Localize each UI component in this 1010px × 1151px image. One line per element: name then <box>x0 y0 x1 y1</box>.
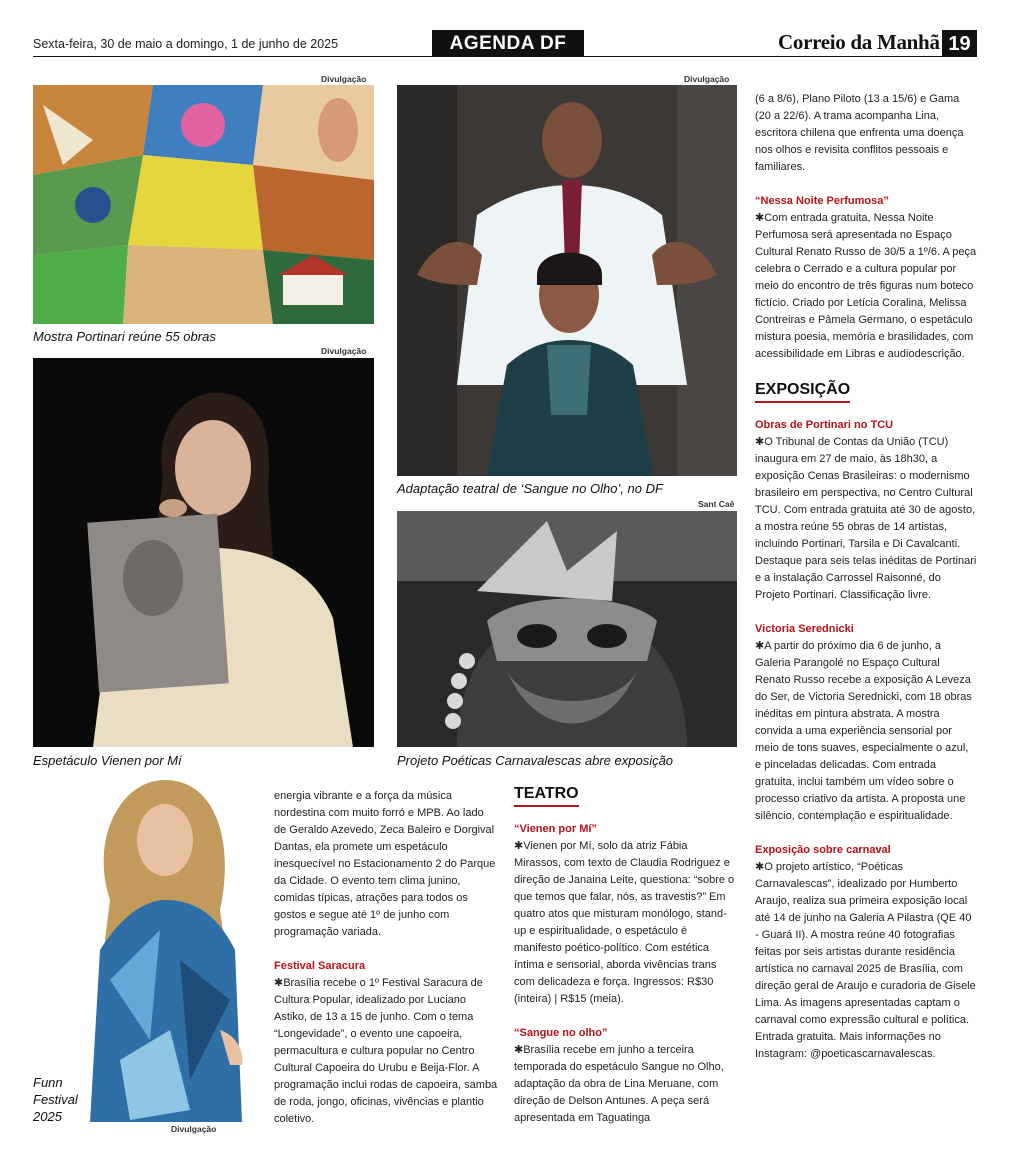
article-text <box>274 975 498 1128</box>
subheading-vienen-por-mi: “Vienen por Mí” <box>514 823 597 835</box>
article-text <box>755 210 977 363</box>
article-column-1 <box>274 788 498 1128</box>
article-column-3 <box>755 91 977 1063</box>
photo-caption: Adaptação teatral de ‘Sangue no Olho’, no DF <box>397 481 663 496</box>
article-text <box>755 638 977 825</box>
article-text <box>755 859 977 1063</box>
article-column-2 <box>514 768 736 1127</box>
bullet-icon: ✱ <box>755 436 765 448</box>
subheading-festival-saracura: Festival Saracura <box>274 960 366 972</box>
photo-credit: Sant Caê <box>698 499 735 509</box>
subheading-obras-portinari: Obras de Portinari no TCU <box>755 419 894 431</box>
article-text-body: Brasília recebe o 1º Festival Saracura de Cultura Popular, idealizado por Luciano Astiko, de 13 a 15 de junho. Com o tema “Longevidade”, o evento une capoeira, permacultura e cultura popular no Centro Cultural Capoeira do Urubu e Beija-Flor. A programação inclui rodas de capoeira, samba de roda, jongo, oficinas, vivências e plantio coletivo. <box>274 977 498 1125</box>
article-text <box>514 1042 736 1127</box>
bullet-icon: ✱ <box>274 977 284 989</box>
bullet-icon: ✱ <box>514 840 524 852</box>
subheading-sangue-no-olho: “Sangue no olho” <box>514 1027 608 1039</box>
photo-caption: Espetáculo Vienen por Mí <box>33 753 182 768</box>
funn-caption-line: 2025 <box>33 1109 62 1124</box>
article-text-body: Brasília recebe em junho a terceira temporada do espetáculo Sangue no Olho, adaptação da obra de Lina Meruane, com direção de Delson Antunes. A peça será apresentada em Taguatinga <box>514 1044 724 1124</box>
photo-credit: Divulgação <box>321 346 367 356</box>
page-number: 19 <box>942 30 977 57</box>
photo-credit: Divulgação <box>684 74 730 84</box>
article-text <box>755 434 977 604</box>
article-text-body: Vienen por Mí, solo da atriz Fábia Mirassos, com texto de Claudia Rodriguez e direção de Janaina Leite, questiona: “sobre o que temos que falar, nós, as travestis?” Em quatro atos que misturam monólogo, stand-up e espiritualidade, o espetáculo é manifesto poético-político. Com estética íntima e sensorial, aborda vivências trans com delicadeza e força. Ingressos: R$30 (inteira) | R$15 (meia). <box>514 840 735 1005</box>
bullet-icon: ✱ <box>755 212 765 224</box>
funn-caption-line: Funn <box>33 1075 63 1090</box>
article-text-body: Com entrada gratuita, Nessa Noite Perfumosa será apresentada no Espaço Cultural Renato Russo de 30/5 a 1º/6. A peça celebra o Cerrado e a cultura popular por meio do encontro de três figuras num boteco fictício. Criado por Letícia Coralina, Melissa Contreiras e Pâmela Germano, o espetáculo mistura poesia, memória e brasilidades, com acessibilidade em Libras e audiodescrição. <box>755 212 977 360</box>
poeticas-carnavalescas-photo <box>397 511 737 747</box>
article-text: (6 a 8/6), Plano Piloto (13 a 15/6) e Gama (20 a 22/6). A trama acompanha Lina, escritora chilena que enfrenta uma doença nos olhos e revisita conflitos pessoais e familiares. <box>755 93 964 173</box>
photo-caption: Projeto Poéticas Carnavalescas abre exposição <box>397 753 674 768</box>
article-text-body: A partir do próximo dia 6 de junho, a Galeria Parangolé no Espaço Cultural Renato Russo recebe a exposição A Leveza do Ser, de Victoria Serednicki, com 18 obras inéditas em pintura abstrata. A mostra convida a uma experiência sensorial por meio de tons suaves, especialmente o azul, e pinceladas delicadas. Com entrada gratuita, inclui também um vídeo sobre o processo criativo da artista. A proposta une silêncio, contemplação e espiritualidade. <box>755 640 972 822</box>
header-rule <box>33 56 977 57</box>
funn-caption <box>33 1074 78 1125</box>
sangue-no-olho-photo <box>397 85 737 476</box>
article-text-body: O projeto artístico, “Poéticas Carnavalescas”, idealizado por Humberto Araujo, realiza sua primeira exposição local até 14 de junho na Galeria A Pilastra (QE 40 - Guará II). A mostra reúne 40 fotografias feitas por seis artistas durante residência artística no carnaval 2025 de Brasília, com direção geral de Araujo e curadoria de Gisele Lima. As imagens apresentadas captam o carnaval como expressão cultural e política. Entrada gratuita. Mais informações no Instagram: @poeticascarnavalescas. <box>755 861 976 1060</box>
photo-credit: Divulgação <box>321 74 367 84</box>
article-text: energia vibrante e a força da música nordestina com muito forró e MPB. Ao lado de Geraldo Azevedo, Zeca Baleiro e Dorgival Dantas, ela promete um espetáculo inesquecível no Estacionamento 2 do Parque da Cidade. O evento tem clima junino, comidas típicas, atrações para todos os gostos e segue até 1º de junho com programação variada. <box>274 790 496 938</box>
bullet-icon: ✱ <box>755 861 765 873</box>
bullet-icon: ✱ <box>755 640 765 652</box>
newspaper-logo: Correio da Manhã <box>778 30 940 54</box>
section-heading-teatro: TEATRO <box>514 784 579 807</box>
subheading-exposicao-carnaval: Exposição sobre carnaval <box>755 844 891 856</box>
funn-caption-line: Festival <box>33 1092 78 1107</box>
photo-caption: Mostra Portinari reúne 55 obras <box>33 329 216 344</box>
photo-credit: Divulgação <box>171 1124 217 1134</box>
vienen-por-mi-photo <box>33 358 374 747</box>
article-text <box>514 838 736 1008</box>
article-text-body: O Tribunal de Contas da União (TCU) inaugura em 27 de maio, às 18h30, a exposição Cenas Brasileiras: o modernismo brasileiro em perspectiva, no Centro Cultural TCU. Com entrada gratuita até 30 de agosto, a mostra reúne 55 obras de 14 artistas, incluindo Portinari, Tarsila e Di Cavalcanti. Destaque para seis telas inéditas de Portinari e a instalação Carrossel Raisonné, do Projeto Portinari. Classificação livre. <box>755 436 977 601</box>
subheading-nessa-noite-perfumosa: “Nessa Noite Perfumosa” <box>755 195 889 207</box>
edition-date: Sexta-feira, 30 de maio a domingo, 1 de junho de 2025 <box>33 37 339 51</box>
subheading-victoria-serednicki: Victoria Serednicki <box>755 623 854 635</box>
section-banner: AGENDA DF <box>432 30 584 56</box>
portinari-collage-photo <box>33 85 374 324</box>
bullet-icon: ✱ <box>514 1044 524 1056</box>
funn-festival-photo <box>70 780 250 1122</box>
section-heading-exposicao: EXPOSIÇÃO <box>755 380 850 403</box>
